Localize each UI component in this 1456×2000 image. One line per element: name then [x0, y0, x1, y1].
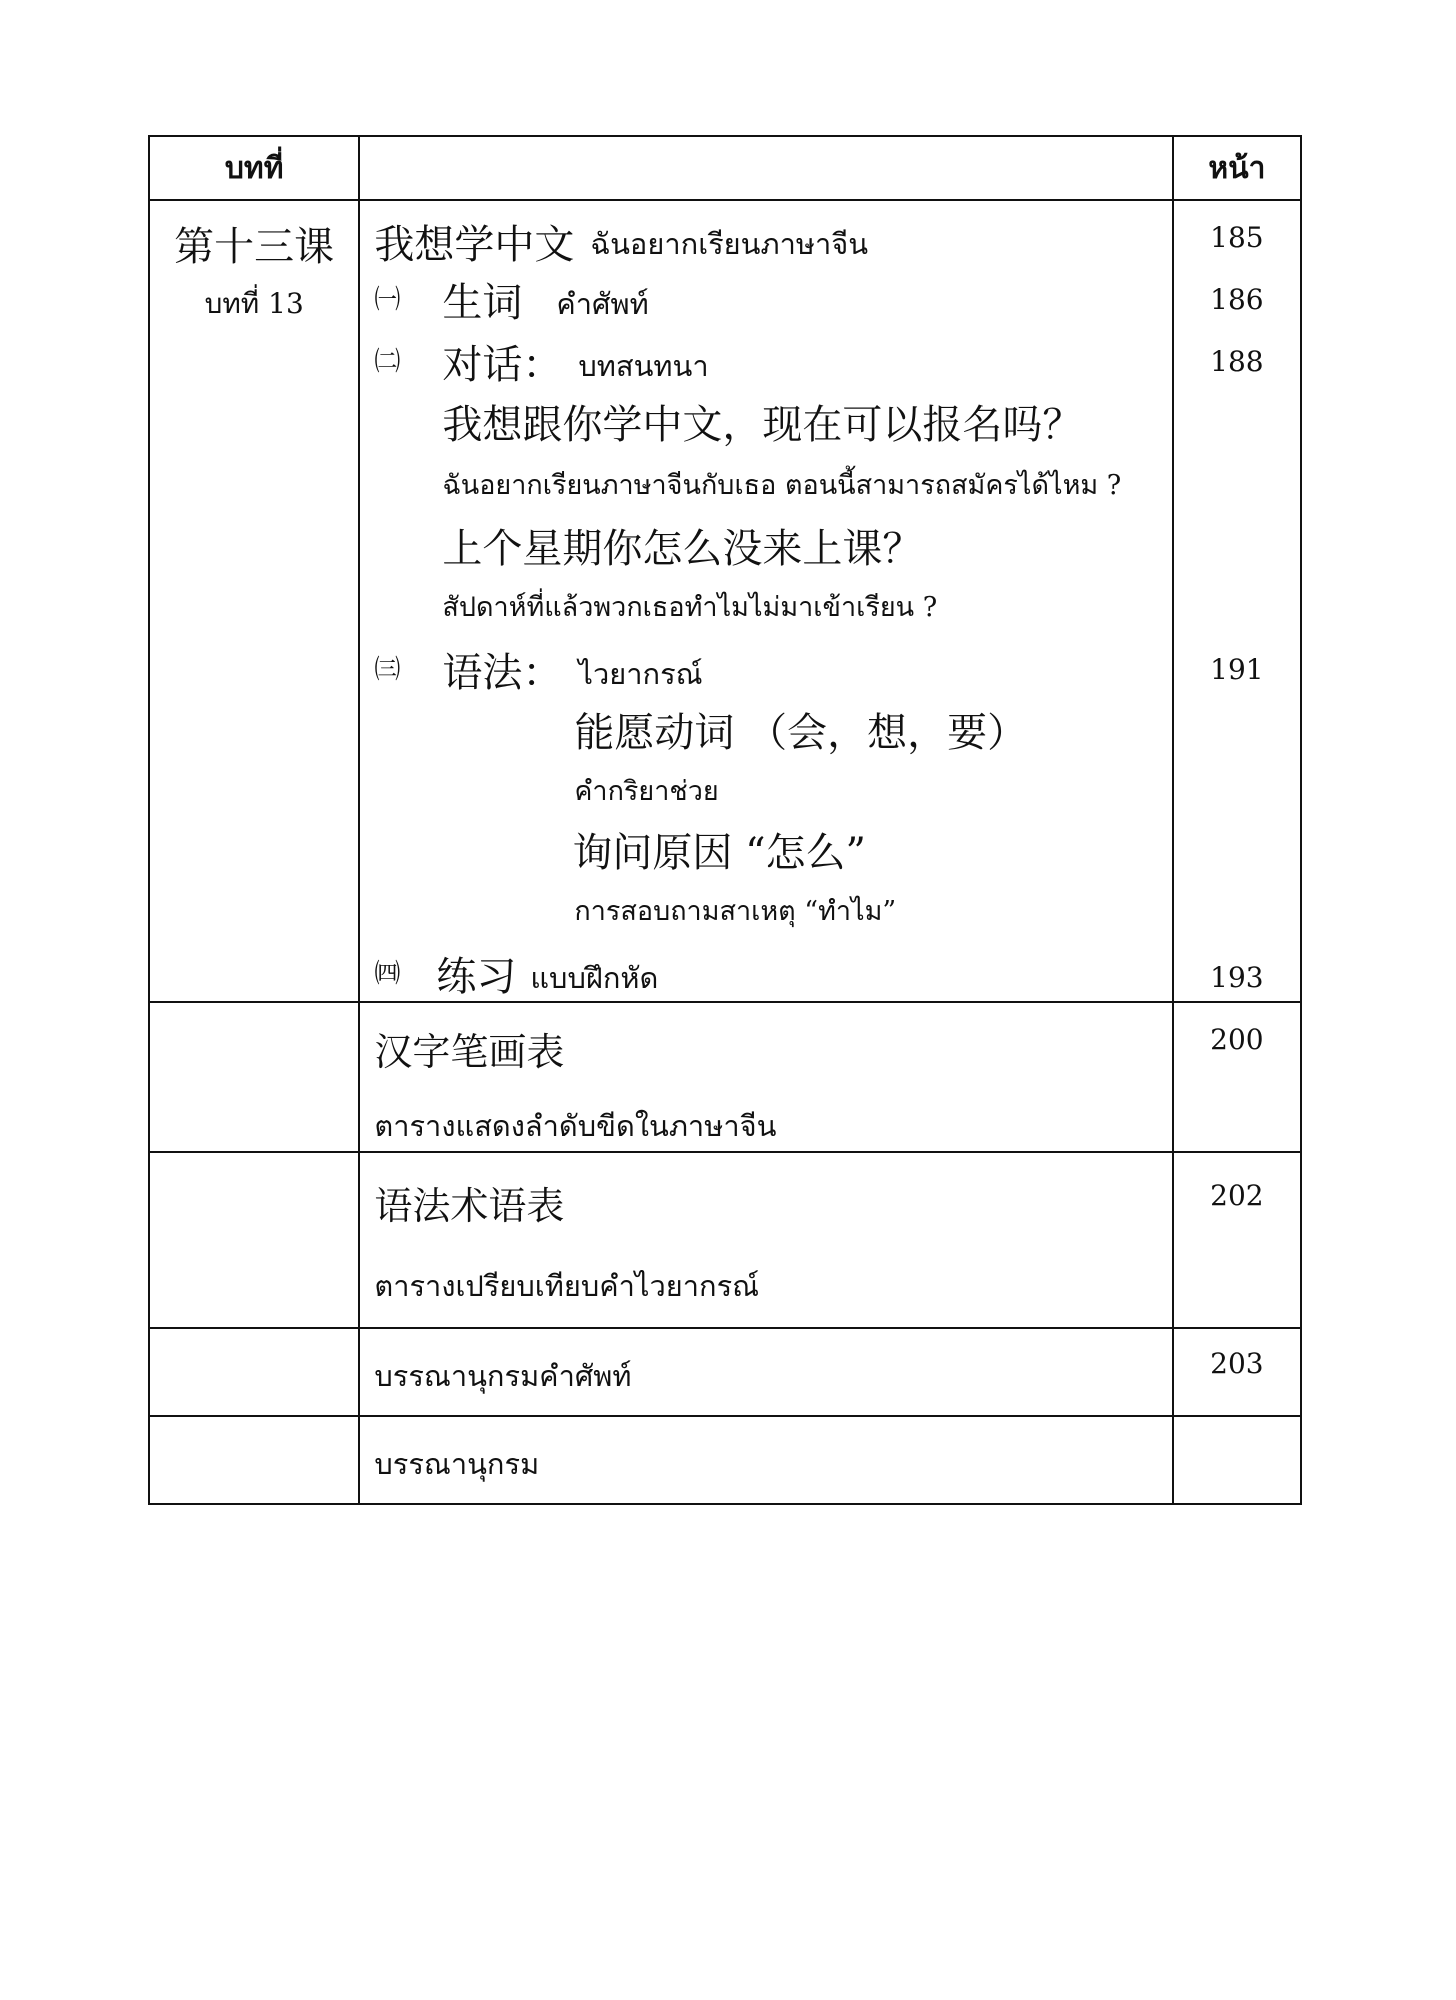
vocab-line [360, 265, 1171, 327]
table-of-contents [148, 135, 1302, 1505]
dialogue2-th: สัปดาห์ที่แล้วพวกเธอทำไมไม่มาเข้าเรียน ? [442, 592, 938, 623]
grammar-terms-th: ตารางเปรียบเทียบคำไวยากรณ์ [374, 1269, 760, 1303]
lesson-title-zh: 我想学中文 [374, 222, 575, 268]
dialogue2-th-line [360, 575, 1171, 635]
dialogue1-th: ฉันอยากเรียนภาษาจีนกับเธอ ตอนนี้สามารถสมัครได้ไหม ? [442, 470, 1122, 501]
lesson-page-cell [1173, 200, 1301, 1002]
page-200: 200 [1210, 1023, 1264, 1056]
page-203: 203 [1210, 1347, 1264, 1380]
grammar1-zh: 能愿动词 （会，想，要） [574, 710, 1028, 756]
grammar-zh: 语法： [442, 650, 563, 696]
page-column-header: หน้า [1173, 136, 1301, 200]
dialogue2-zh-line [360, 513, 1171, 575]
bibliography-th: บรรณานุกรม [374, 1447, 540, 1481]
grammar1-th-line [360, 759, 1171, 815]
lesson-13-row [149, 200, 1301, 1002]
appendix-row-strokes [149, 1002, 1301, 1152]
dialogue1-zh-line [360, 389, 1171, 453]
grammar2-zh: 询问原因 “怎么” [572, 830, 866, 876]
page-191: 191 [1210, 653, 1264, 686]
appendix-row-bibliography [149, 1416, 1301, 1504]
page-185: 185 [1210, 221, 1264, 254]
chapter-cell [149, 200, 359, 1002]
lesson-title-line [360, 203, 1171, 268]
grammar1-th: คำกริยาช่วย [574, 776, 719, 807]
chapter-zh: 第十三课 [174, 224, 335, 270]
sec2-marker: ㈡ [374, 347, 401, 377]
grammar-th: ไวยากรณ์ [578, 657, 703, 691]
vocab-th: คำศัพท์ [556, 287, 649, 321]
chapter-column-header: บทที่ [149, 136, 359, 200]
appendix-row-grammar-terms [149, 1152, 1301, 1328]
sec3-marker: ㈢ [374, 655, 401, 685]
dialogue1-th-line [360, 453, 1171, 513]
title-column-header [359, 136, 1172, 200]
grammar2-zh-line [360, 815, 1171, 879]
dialogue1-zh: 我想跟你学中文，现在可以报名吗？ [442, 402, 1083, 448]
exercise-line [360, 939, 1171, 1001]
page-202: 202 [1210, 1179, 1264, 1212]
sec4-marker: ㈣ [374, 959, 401, 989]
header-row [149, 136, 1301, 200]
grammar1-zh-line [360, 697, 1171, 759]
chapter-th: บทที่ 13 [204, 287, 304, 320]
vocab-index-th: บรรณานุกรมคำศัพท์ [374, 1359, 632, 1393]
sec1-marker: ㈠ [374, 285, 401, 315]
page-188: 188 [1210, 345, 1264, 378]
appendix-row-vocab-index [149, 1328, 1301, 1416]
lesson-title-th: ฉันอยากเรียนภาษาจีน [590, 227, 869, 261]
dialogue-th: บทสนทนา [578, 349, 709, 383]
vocab-zh: 生词 [442, 280, 523, 326]
lesson-content-cell [359, 200, 1172, 1002]
grammar2-th: การสอบถามสาเหตุ “ทำไม” [574, 896, 897, 927]
dialogue-line [360, 327, 1171, 389]
page-193: 193 [1210, 961, 1264, 994]
exercise-th: แบบฝึกหัด [530, 961, 659, 995]
grammar2-th-line [360, 879, 1171, 939]
grammar-line [360, 635, 1171, 697]
dialogue-zh: 对话： [442, 342, 563, 388]
strokes-zh: 汉字笔画表 [374, 1030, 565, 1074]
bibliography-page [1174, 1417, 1300, 1435]
grammar-terms-zh: 语法术语表 [374, 1184, 565, 1228]
exercise-zh: 练习 [436, 954, 517, 1000]
strokes-th: ตารางแสดงลำดับขีดในภาษาจีน [374, 1109, 777, 1143]
dialogue2-zh: 上个星期你怎么没来上课？ [442, 526, 923, 572]
page-186: 186 [1210, 283, 1264, 316]
